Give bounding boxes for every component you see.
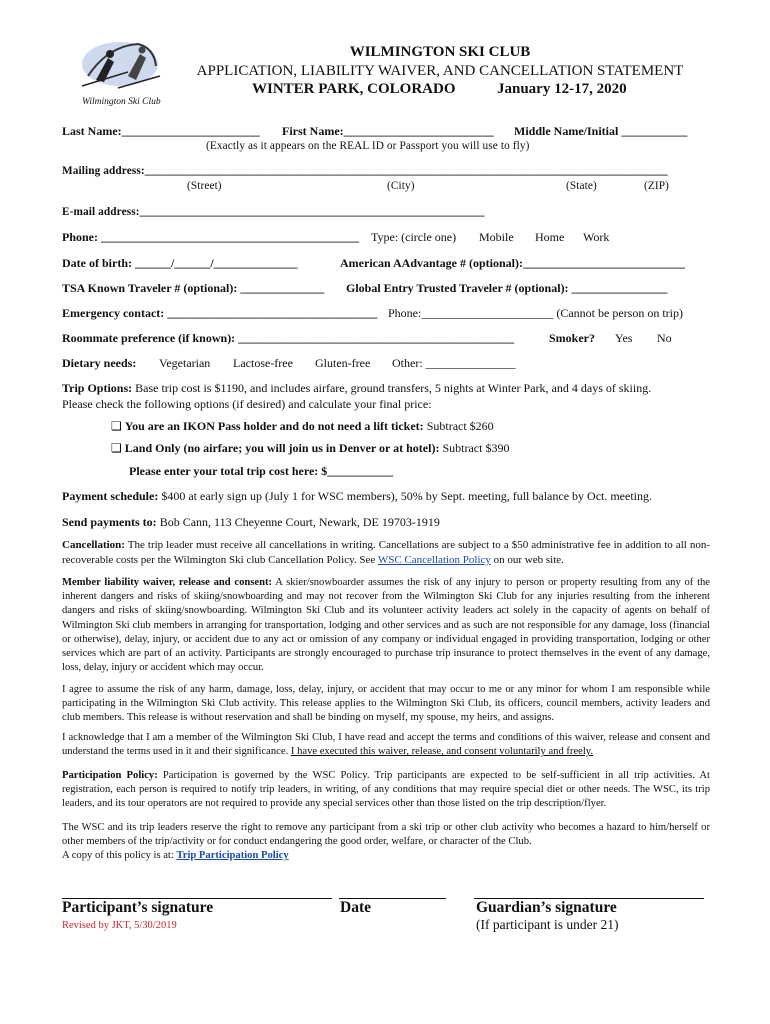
- agree-paragraph: I agree to assume the risk of any harm, damage, loss, delay, injury, or accident that may occur to me or any minor for whom I am responsible while participating in the Wilmington Ski Club activity. This release applies to the Wilmington Ski Club, its officers, council members, activity leaders and club members. This release is without reservation and shall be binding on myself, my spouse, my heirs, and assigns.: [62, 684, 710, 724]
- club-title: WILMINGTON SKI CLUB: [349, 44, 531, 60]
- diet-other-field[interactable]: Other: _______________: [392, 356, 516, 370]
- revised-note: Revised by JKT, 5/30/2019: [62, 920, 177, 931]
- middle-name-field[interactable]: Middle Name/Initial ___________: [514, 124, 688, 138]
- waiver-label: Member liability waiver, release and consent:: [62, 577, 273, 588]
- phone-type-mobile[interactable]: Mobile: [479, 230, 514, 244]
- send-address: Bob Cann, 113 Cheyenne Court, Newark, DE 19703-1919: [156, 515, 440, 529]
- global-entry-field[interactable]: Global Entry Trusted Traveler # (optional): ________________: [346, 281, 668, 295]
- checkbox-icon[interactable]: ❏: [111, 419, 122, 433]
- club-logo: [68, 36, 168, 106]
- date-label: Date: [340, 899, 371, 916]
- emergency-contact-field[interactable]: Emergency contact: ___________________________________: [62, 306, 378, 320]
- logo-caption: Wilmington Ski Club: [82, 97, 161, 107]
- policy-copy-text: A copy of this policy is at:: [62, 850, 177, 862]
- cancellation-text: The trip leader must receive all cancellations in writing. Cancellations are subject to a $50 administrative fee in addition to all non-recoverable costs per the Wilmington Ski club Cancellation Policy. See: [62, 539, 710, 566]
- smoker-yes[interactable]: Yes: [615, 331, 633, 345]
- trip-options-text: Base trip cost is $1190, and includes airfare, ground transfers, 5 nights at Winter Park, and 4 days of skiing.: [132, 381, 652, 395]
- acknowledge-paragraph: [62, 731, 710, 759]
- name-note: (Exactly as it appears on the REAL ID or Passport you will use to fly): [206, 140, 530, 152]
- skier-logo-icon: [68, 36, 168, 94]
- phone-type-home[interactable]: Home: [535, 230, 565, 244]
- remove-paragraph: [62, 821, 710, 864]
- ikon-option-label: You are an IKON Pass holder and do not need a lift ticket:: [124, 419, 424, 433]
- remove-text: The WSC and its trip leaders reserve the right to remove any participant from a ski trip or other club activity who becomes a hazard to him/herself or other members of the trip/activity or for conduct endangering the good order, welfare, or character of the Club.: [62, 822, 710, 848]
- trip-participation-policy-link[interactable]: Trip Participation Policy: [176, 850, 289, 862]
- dob-field[interactable]: Date of birth: ______/______/______________: [62, 256, 298, 270]
- cancellation-after: on our web site.: [490, 554, 564, 566]
- form-title: APPLICATION, LIABILITY WAIVER, AND CANCELLATION STATEMENT: [196, 63, 684, 79]
- state-label: (State): [566, 180, 597, 192]
- participation-text: Participation is governed by the WSC Policy. Trip participants are expected to be self-sufficient in all trip activities. At registration, each person is required to notify trip leaders, in writing, of any conditions that may require special diet or other needs. The WSC, its trip leaders, and its tour operators are not required to provide any special services other than those listed on the trip description/flyer.: [62, 770, 711, 810]
- land-only-price: Subtract $390: [439, 441, 510, 455]
- waiver-paragraph: [62, 576, 710, 675]
- first-name-field[interactable]: First Name:_________________________: [282, 124, 494, 138]
- participation-paragraph: [62, 769, 710, 812]
- emergency-phone-field[interactable]: Phone:______________________ (Cannot be person on trip): [388, 306, 683, 320]
- land-only-option[interactable]: [111, 441, 509, 456]
- payment-label: Payment schedule:: [62, 489, 159, 503]
- cancellation-policy-link[interactable]: WSC Cancellation Policy: [377, 554, 491, 566]
- trip-location: WINTER PARK, COLORADO: [252, 81, 456, 97]
- participant-signature-label: Participant’s signature: [62, 899, 214, 916]
- policy-copy-line: [62, 849, 710, 863]
- diet-lactose-free[interactable]: Lactose-free: [233, 356, 293, 370]
- land-only-label: Land Only (no airfare; you will join us in Denver or at hotel):: [124, 441, 440, 455]
- ikon-option[interactable]: [111, 419, 494, 434]
- send-payments: [62, 515, 440, 530]
- acknowledge-text: I acknowledge that I am a member of the Wilmington Ski Club, I have read and accept the terms and conditions of this waiver, release and consent and understand the terms used in it and their significance.: [62, 732, 710, 758]
- street-label: (Street): [187, 180, 222, 192]
- payment-schedule: [62, 489, 652, 504]
- total-cost-field[interactable]: Please enter your total trip cost here: $___________: [129, 464, 394, 478]
- mailing-address-field[interactable]: Mailing address:___________________________________________________________________________________________: [62, 165, 668, 177]
- waiver-text: A skier/snowboarder assumes the risk of any injury to person or property resulting from any of the inherent dangers and risks of skiing/snowboarding and may not recover from the Wilmington Ski Club for any injuries resulting from the inherent dangers and risks of skiing/snowboarding. Wilmington Ski Club and its volunteer activity leaders act solely in the capacity of agents on behalf of Wilmington Ski club members in arranging for transportation, lodging and other services and as such are not responsible for any damage, loss (financial or otherwise), delay, injury, or accident due to any act or omission of any company or individual engaged in providing transportation, lodging or other services which are part of an activity. Participants are strongly encouraged to purchase trip insurance to protect themselves in the event of any damage, loss, delay, injury or accident which may occur.: [62, 577, 711, 674]
- payment-text: $400 at early sign up (July 1 for WSC members), 50% by Sept. meeting, full balance by Oct. meeting.: [158, 489, 653, 503]
- acknowledge-underlined: I have executed this waiver, release, and consent voluntarily and freely.: [290, 746, 594, 758]
- diet-gluten-free[interactable]: Gluten-free: [315, 356, 371, 370]
- smoker-label: Smoker?: [549, 331, 595, 345]
- tsa-field[interactable]: TSA Known Traveler # (optional): ______________: [62, 281, 325, 295]
- phone-type-work[interactable]: Work: [583, 230, 610, 244]
- trip-options-label: Trip Options:: [62, 381, 133, 395]
- cancellation-label: Cancellation:: [62, 539, 125, 551]
- aadvantage-field[interactable]: American AAdvantage # (optional):___________________________: [340, 256, 685, 270]
- diet-vegetarian[interactable]: Vegetarian: [159, 356, 211, 370]
- phone-field[interactable]: Phone: ___________________________________________: [62, 230, 359, 244]
- zip-label: (ZIP): [644, 180, 669, 192]
- guardian-signature-label: Guardian’s signature: [476, 899, 617, 916]
- send-label: Send payments to:: [62, 515, 157, 529]
- phone-type-label: Type: (circle one): [371, 230, 457, 244]
- smoker-no[interactable]: No: [657, 331, 672, 345]
- trip-options-instructions: Please check the following options (if desired) and calculate your final price:: [62, 397, 432, 411]
- email-field[interactable]: E-mail address:____________________________________________________________: [62, 206, 485, 218]
- participation-label: Participation Policy:: [62, 770, 158, 781]
- dietary-label: Dietary needs:: [62, 356, 137, 370]
- guardian-note: (If participant is under 21): [476, 917, 619, 932]
- trip-options: [62, 381, 651, 396]
- cancellation-paragraph: [62, 538, 710, 568]
- city-label: (City): [387, 180, 415, 192]
- trip-dates: January 12-17, 2020: [497, 81, 627, 97]
- roommate-field[interactable]: Roommate preference (if known): ______________________________________________: [62, 331, 515, 345]
- checkbox-icon[interactable]: ❏: [111, 441, 122, 455]
- last-name-field[interactable]: Last Name:_______________________: [62, 124, 260, 138]
- ikon-option-price: Subtract $260: [423, 419, 494, 433]
